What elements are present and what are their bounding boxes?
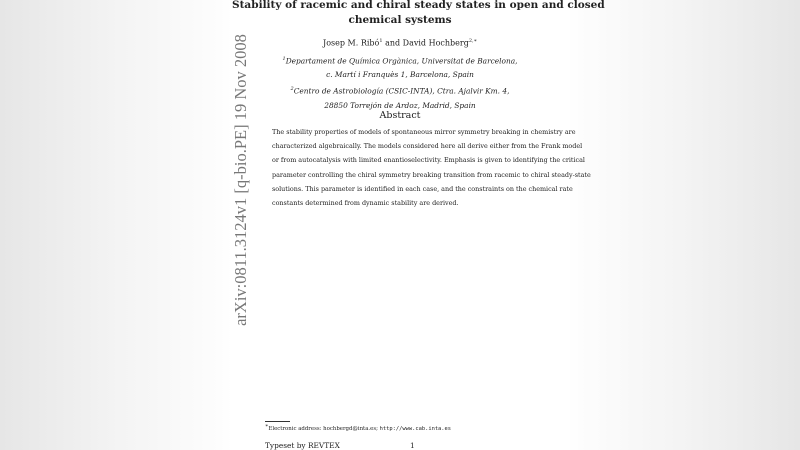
title-line: Stability of racemic and chiral steady states in open and closed	[232, 0, 605, 11]
paper-title	[232, 0, 605, 28]
abstract-body	[272, 125, 591, 210]
abstract-line: characterized algebraically. The models considered here all derive either from the Frank model	[272, 142, 583, 151]
affil-mark: 1	[379, 38, 383, 44]
affiliation-line	[232, 68, 568, 82]
affiliation-line	[232, 82, 568, 98]
abstract-line: solutions. This parameter is identified in each case, and the constraints on the chemical rate	[272, 184, 573, 193]
page-number: 1	[410, 441, 415, 450]
affil-mark: 1	[282, 56, 286, 62]
footnote-url[interactable]: http://www.cab.inta.es	[379, 425, 452, 432]
abstract-line: parameter controlling the chiral symmetry breaking transition from racemic to chiral steady-state	[272, 170, 591, 179]
footnote-rule	[265, 421, 290, 422]
author-name: and David Hochberg	[382, 38, 469, 48]
abstract-line: or from autocatalysis with limited enantioselectivity. Emphasis is given to identifying the critical	[272, 156, 585, 165]
footnote-text: Electronic address: hochbergd@inta.es;	[268, 425, 380, 432]
title-line: chemical systems	[348, 14, 452, 26]
abstract-heading: Abstract	[379, 110, 421, 121]
author-name: Josep M. Ribó	[323, 38, 380, 48]
affil-text: Departament de Química Orgànica, Universitat de Barcelona,	[285, 56, 518, 66]
affil-text: c. Martí i Franquès 1, Barcelona, Spain	[326, 70, 474, 80]
affiliations	[232, 52, 568, 113]
authors	[232, 38, 568, 48]
abstract-line: constants determined from dynamic stability are derived.	[272, 199, 459, 208]
abstract-line: The stability properties of models of spontaneous mirror symmetry breaking in chemistry are	[272, 128, 576, 136]
footnote-mark: ∗	[265, 423, 269, 429]
typeset-note: Typeset by REVTEX	[265, 441, 340, 450]
paper-page	[232, 0, 605, 450]
affiliation-line	[232, 52, 568, 68]
arxiv-stamp: arXiv:0811.3124v1 [q-bio.PE] 19 Nov 2008	[231, 34, 250, 326]
affil-text: 28850 Torrejón de Ardoz, Madrid, Spain	[324, 100, 476, 110]
affil-mark: 2	[290, 86, 294, 93]
affil-mark: 2,∗	[468, 38, 477, 44]
affil-text: Centro de Astrobiología (CSIC-INTA), Ctra. Ajalvir Km. 4,	[293, 86, 510, 96]
footnote	[265, 423, 451, 432]
